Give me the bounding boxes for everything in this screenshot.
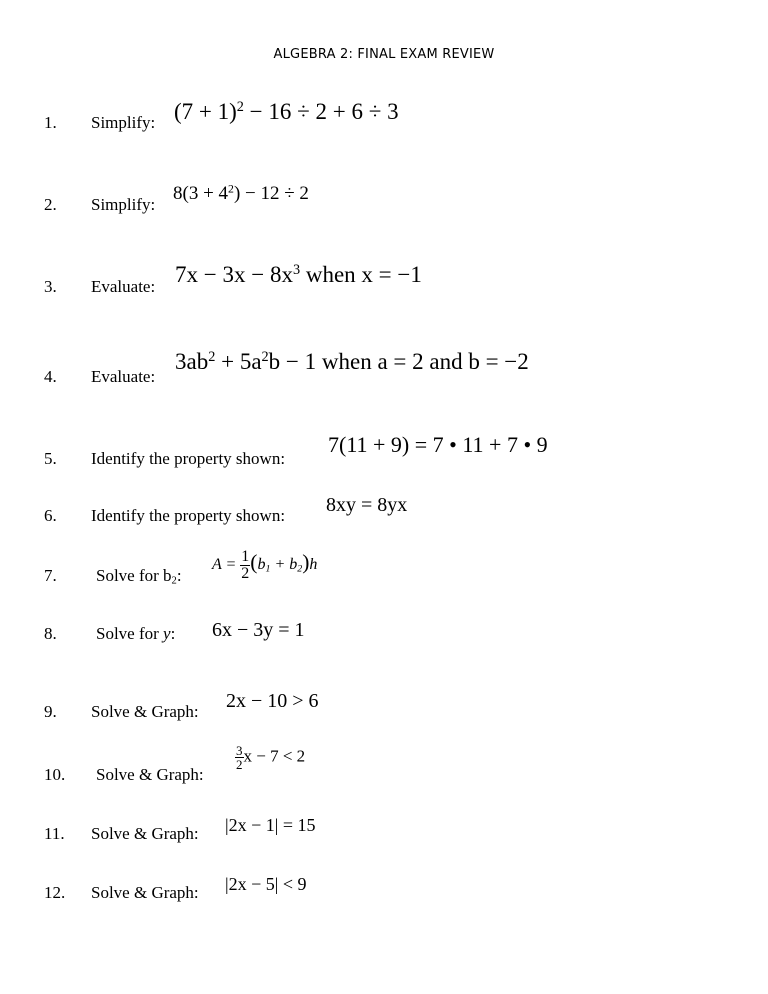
problem-2-expression: $8(3 + 4^2) - 12 \div 2$ xyxy=(173,182,309,204)
problem-5-expression: 7(11 + 9) = 7 • 11 + 7 • 9 xyxy=(328,432,548,457)
problem-4-expression: $3ab^2 + 5a^2b - 1$ when a = 2 and b = −2 xyxy=(175,349,529,374)
problem-4-label: Evaluate: xyxy=(91,367,156,386)
problem-2-label: Simplify: xyxy=(91,195,156,214)
problem-1-number: 1. xyxy=(44,113,57,132)
problem-8-expression: 6x − 3y = 1 xyxy=(212,619,305,641)
problem-6-label: Identify the property shown: xyxy=(91,506,286,525)
problem-9-expression: 2x − 10 > 6 xyxy=(226,690,319,712)
problem-10-expression: $\frac{3}{2}$ x − 7 < 2 xyxy=(236,743,306,772)
problem-5-number: 5. xyxy=(44,449,57,468)
problem-9-number: 9. xyxy=(44,702,57,721)
problem-9-label: Solve & Graph: xyxy=(91,702,199,721)
problem-7-expression: A = $\frac{1}{2}$ $(b_1 + b_2)h$ xyxy=(212,548,318,582)
problem-1-expression: $(7 + 1)^2 - 16 \div 2 + 6 \div 3$ xyxy=(174,99,399,124)
problem-1-label: Simplify: xyxy=(91,113,156,132)
problem-10-label: Solve & Graph: xyxy=(96,765,204,784)
problem-7-number: 7. xyxy=(44,566,57,585)
problem-8-label: Solve for y: xyxy=(96,624,176,643)
problem-12-number: 12. xyxy=(44,883,66,902)
problem-10-number: 10. xyxy=(44,765,66,784)
problem-6-expression: 8xy = 8yx xyxy=(326,494,408,516)
problem-3-label: Evaluate: xyxy=(91,277,156,296)
problem-4-number: 4. xyxy=(44,367,57,386)
problem-2-number: 2. xyxy=(44,195,57,214)
problem-11-number: 11. xyxy=(44,824,65,843)
problem-7-label: Solve for $b_2$: xyxy=(96,566,182,587)
problem-8-number: 8. xyxy=(44,624,57,643)
problem-6-number: 6. xyxy=(44,506,57,525)
problem-3-expression: $7x - 3x - 8x^3$ when x = −1 xyxy=(175,262,422,287)
problem-5-label: Identify the property shown: xyxy=(91,449,286,468)
page-title: ALGEBRA 2: FINAL EXAM REVIEW xyxy=(273,47,495,62)
problem-11-label: Solve & Graph: xyxy=(91,824,199,843)
problem-12-expression: |2x − 5| < 9 xyxy=(225,874,307,894)
problem-3-number: 3. xyxy=(44,277,57,296)
problem-12-label: Solve & Graph: xyxy=(91,883,199,902)
problem-11-expression: |2x − 1| = 15 xyxy=(225,815,316,835)
